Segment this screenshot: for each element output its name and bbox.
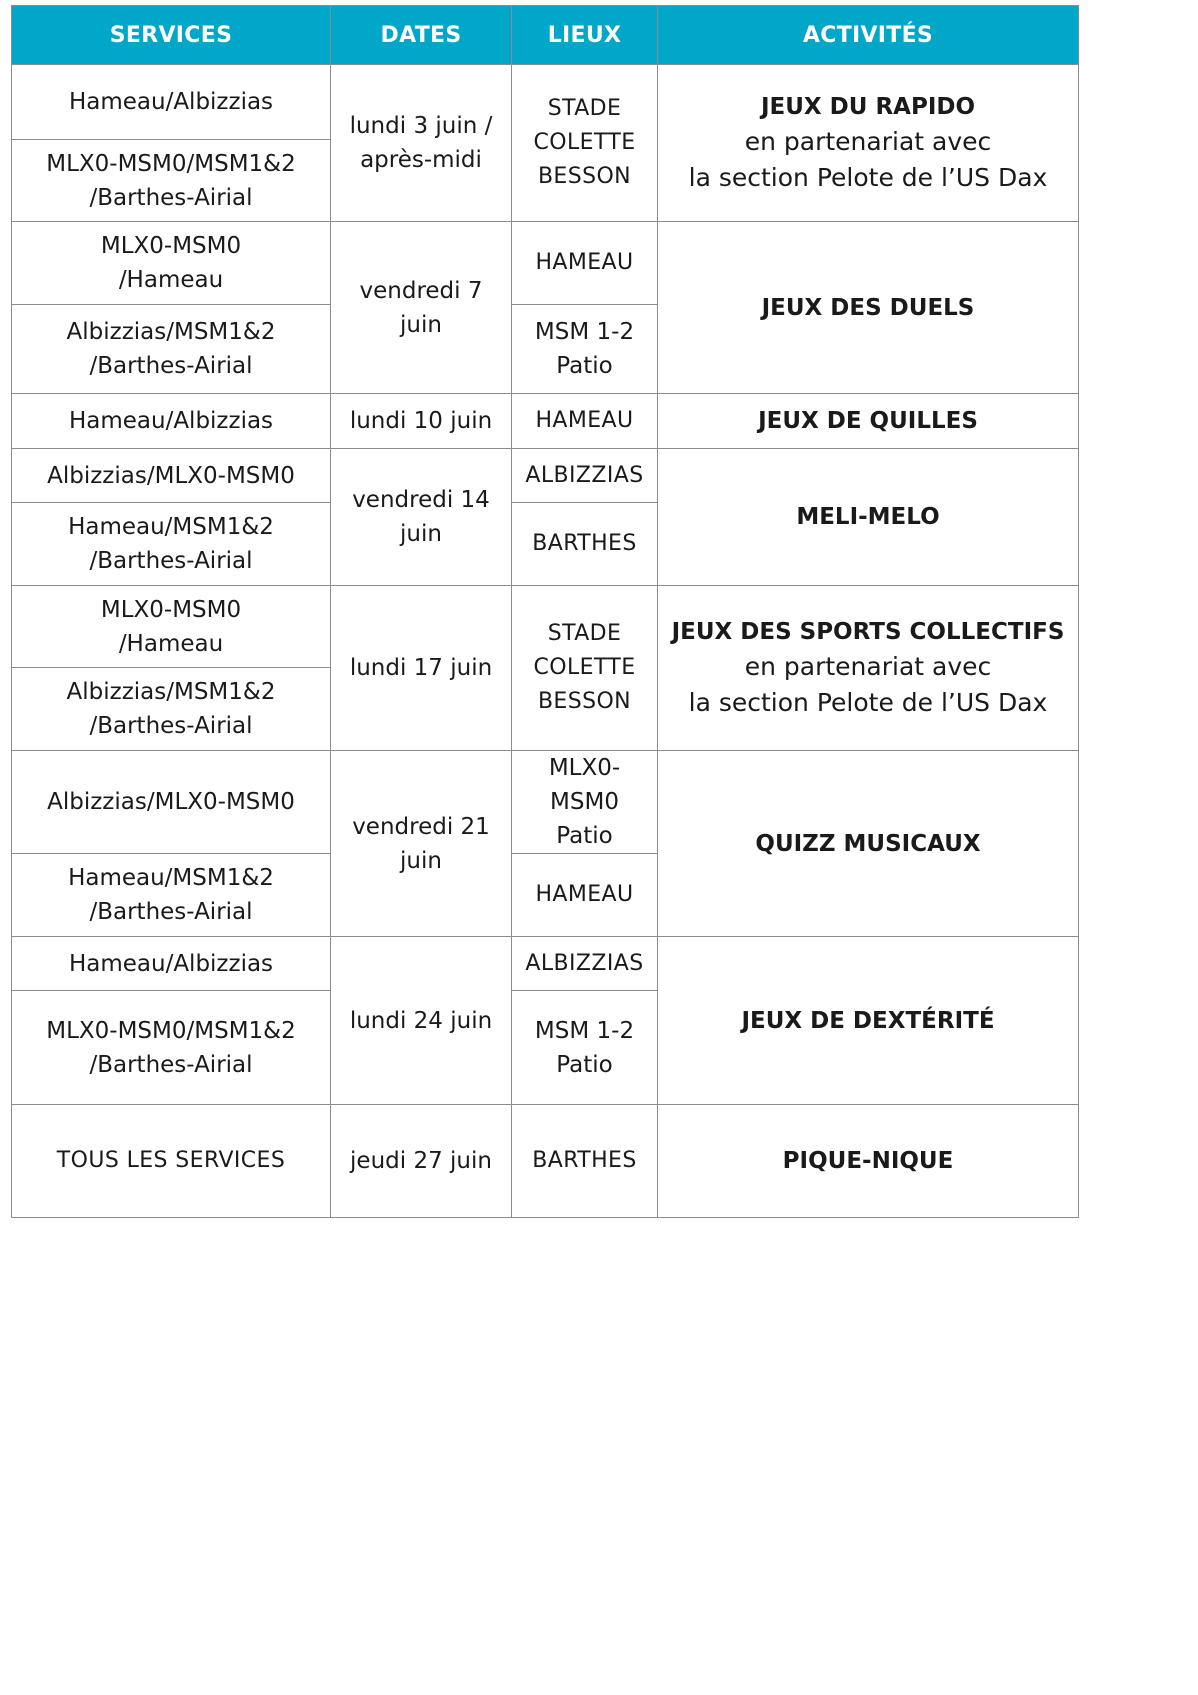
service-cell: MLX0-MSM0 /Hameau [12, 586, 331, 668]
lieu-cell: HAMEAU [512, 854, 658, 937]
table-row [12, 751, 1079, 854]
activity-subtitle: en partenariat avec [744, 652, 992, 681]
table-row [12, 937, 1079, 991]
activity-cell [658, 222, 1079, 394]
date-cell: jeudi 27 juin [331, 1105, 512, 1218]
activity-subtitle: en partenariat avec [744, 127, 992, 156]
activity-cell [658, 65, 1079, 222]
service-cell: Albizzias/MLX0-MSM0 [12, 449, 331, 503]
schedule-table [11, 5, 1079, 1218]
date-cell: vendredi 14 juin [331, 449, 512, 586]
table-row [12, 1105, 1079, 1218]
date-cell: lundi 24 juin [331, 937, 512, 1105]
activity-subtitle: la section Pelote de l’US Dax [688, 688, 1048, 717]
table-row [12, 586, 1079, 668]
date-cell: lundi 3 juin / après-midi [331, 65, 512, 222]
service-cell: Hameau/Albizzias [12, 65, 331, 140]
table-row [12, 394, 1079, 449]
activity-title: JEUX DE QUILLES [758, 408, 978, 434]
activity-title: PIQUE-NIQUE [782, 1148, 954, 1174]
service-cell: Albizzias/MSM1&2 /Barthes-Airial [12, 668, 331, 751]
activity-cell [658, 751, 1079, 937]
lieu-cell: ALBIZZIAS [512, 937, 658, 991]
lieu-cell: BARTHES [512, 503, 658, 586]
lieu-cell: BARTHES [512, 1105, 658, 1218]
lieu-cell: MSM 1-2 Patio [512, 305, 658, 394]
activity-cell [658, 1105, 1079, 1218]
lieu-cell: STADE COLETTE BESSON [512, 65, 658, 222]
activity-cell [658, 449, 1079, 586]
lieu-cell: HAMEAU [512, 394, 658, 449]
activity-title: QUIZZ MUSICAUX [755, 830, 981, 857]
lieu-cell: HAMEAU [512, 222, 658, 305]
header-services: SERVICES [12, 6, 331, 65]
service-cell: Hameau/MSM1&2 /Barthes-Airial [12, 503, 331, 586]
lieu-cell: MLX0-MSM0 Patio [512, 751, 658, 854]
date-cell: vendredi 21 juin [331, 751, 512, 937]
service-cell: Hameau/Albizzias [12, 937, 331, 991]
service-cell: TOUS LES SERVICES [12, 1105, 331, 1218]
activity-title: JEUX DES SPORTS COLLECTIFS [671, 619, 1065, 645]
activity-cell [658, 586, 1079, 751]
date-cell: lundi 10 juin [331, 394, 512, 449]
lieu-cell: ALBIZZIAS [512, 449, 658, 503]
table-row [12, 65, 1079, 140]
activity-title: MELI-MELO [796, 504, 940, 530]
header-row [12, 6, 1079, 65]
header-dates: DATES [331, 6, 512, 65]
activity-subtitle: la section Pelote de l’US Dax [688, 163, 1048, 192]
service-cell: MLX0-MSM0 /Hameau [12, 222, 331, 305]
service-cell: Albizzias/MLX0-MSM0 [12, 751, 331, 854]
service-cell: MLX0-MSM0/MSM1&2 /Barthes-Airial [12, 991, 331, 1105]
activity-title: JEUX DE DEXTÉRITÉ [741, 1007, 995, 1034]
activity-cell [658, 937, 1079, 1105]
table-row [12, 449, 1079, 503]
date-cell: lundi 17 juin [331, 586, 512, 751]
service-cell: Hameau/Albizzias [12, 394, 331, 449]
service-cell: Albizzias/MSM1&2 /Barthes-Airial [12, 305, 331, 394]
header-lieux: LIEUX [512, 6, 658, 65]
service-cell: Hameau/MSM1&2 /Barthes-Airial [12, 854, 331, 937]
header-activites: ACTIVITÉS [658, 6, 1079, 65]
service-cell: MLX0-MSM0/MSM1&2 /Barthes-Airial [12, 140, 331, 222]
activity-title: JEUX DES DUELS [761, 294, 975, 321]
table-row [12, 222, 1079, 305]
activity-cell [658, 394, 1079, 449]
lieu-cell: MSM 1-2 Patio [512, 991, 658, 1105]
date-cell: vendredi 7 juin [331, 222, 512, 394]
activity-title: JEUX DU RAPIDO [760, 94, 976, 120]
lieu-cell: STADE COLETTE BESSON [512, 586, 658, 751]
